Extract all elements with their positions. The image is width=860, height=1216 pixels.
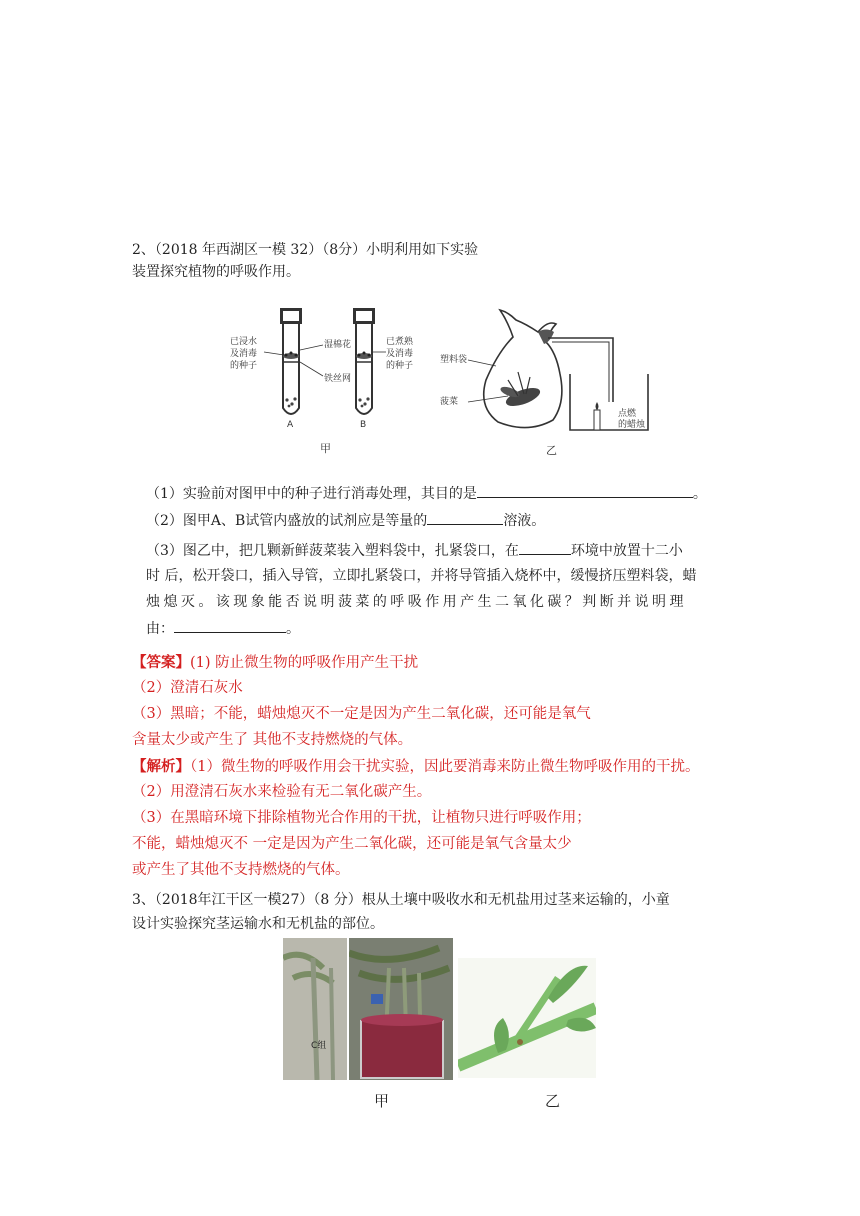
q2-sub3-line2: 时 后，松开袋口，插入导管，立即扎紧袋口，并将导管插入烧杯中，缓慢挤压塑料袋，蜡 — [146, 568, 697, 584]
figure-jia-caption: 甲 — [320, 442, 331, 455]
figure-jia-test-tubes — [228, 300, 418, 460]
q2-sub2-text-end: 溶液。 — [503, 513, 546, 529]
q2-sub3-text: （3）图乙中，把几颗新鲜菠菜装入塑料袋中，扎紧袋口，在 — [146, 543, 519, 559]
q2-sub1-end: 。 — [692, 486, 707, 502]
photo-stem-closeup — [458, 958, 596, 1078]
figure-yi-bag-apparatus — [438, 302, 658, 462]
q2-sub1 — [146, 482, 707, 505]
photo-red-beaker — [349, 938, 453, 1080]
analysis-tag: 【解析】 — [132, 758, 190, 775]
candle — [594, 410, 600, 430]
answer-tag: 【答案】 — [132, 654, 190, 671]
analysis-line3: （3）在黑暗环境下排除植物光合作用的干扰，让植物只进行呼吸作用； — [132, 810, 591, 826]
q2-sub2 — [146, 509, 545, 532]
q2-sub3-line3: 烛 熄 灭 。 该 现 象 能 否 说 明 菠 菜 的 呼 吸 作 用 产 生 二 氧 化 碳 ？ 判 断 并 说 明 理 — [146, 594, 684, 610]
cotton-label: 湿棉花 — [324, 340, 352, 350]
q3-header-line2: 设计实验探究茎运输水和无机盐的部位。 — [132, 916, 384, 932]
soaked-seeds-label-3: 的种子 — [230, 361, 258, 371]
q2-sub3-end: 。 — [286, 621, 300, 637]
analysis-line5: 或产生了其他不支持燃烧的气体。 — [132, 862, 350, 878]
q3-caption-yi: 乙 — [545, 1092, 561, 1110]
answer-line3: （3）黑暗；不能，蜡烛熄灭不一定是因为产生二氧化碳，还可能是氧气 — [132, 706, 591, 722]
q2-header-line2: 装置探究植物的呼吸作用。 — [132, 264, 300, 280]
test-tube-b — [356, 324, 372, 414]
q2-header-line1: 2、（2018 年西湖区一模 32）（8分）小明利用如下实验 — [132, 242, 479, 258]
analysis-text-1: （1）微生物的呼吸作用会干扰实验，因此要消毒来防止微生物呼吸作用的干扰。 — [190, 759, 700, 775]
test-tube-a — [283, 324, 299, 414]
answer-line4: 含量太少或产生了 其他不支持燃烧的气体。 — [132, 732, 413, 748]
boiled-seeds-label-3: 的种子 — [386, 361, 414, 371]
q2-sub3-line4 — [146, 617, 300, 640]
plastic-bag — [484, 310, 562, 428]
tube-a-label: A — [287, 420, 294, 430]
photo-c-group-stems — [283, 938, 347, 1080]
q2-sub1-text: （1）实验前对图甲中的种子进行消毒处理，其目的是 — [146, 486, 477, 502]
soaked-seeds-label-2: 及消毒 — [230, 349, 258, 359]
q2-sub2-blank[interactable] — [427, 509, 503, 525]
soaked-seeds-label-1: 已浸水 — [230, 337, 258, 347]
q2-sub3-blank-reason[interactable] — [174, 617, 286, 633]
spinach-label: 菠菜 — [440, 397, 459, 407]
glass-tube — [548, 338, 613, 402]
q2-sub2-text: （2）图甲A、B试管内盛放的试剂应是等量的 — [146, 513, 428, 529]
analysis-line4: 不能，蜡烛熄灭不 一定是因为产生二氧化碳，还可能是氧气含量太少 — [132, 836, 572, 852]
wire-mesh-label: 铁丝网 — [324, 374, 352, 384]
q2-sub1-blank[interactable] — [477, 482, 693, 498]
q2-sub3-reason-label: 由： — [146, 621, 174, 637]
plastic-bag-label: 塑料袋 — [440, 355, 468, 365]
blue-tag — [371, 994, 383, 1004]
answer-line1 — [132, 651, 418, 675]
q3-caption-jia: 甲 — [374, 1092, 390, 1110]
analysis-line2: （2）用澄清石灰水来检验有无二氧化碳产生。 — [132, 784, 432, 800]
q2-sub3-blank-env[interactable] — [519, 539, 571, 555]
boiled-seeds-label-2: 及消毒 — [386, 349, 414, 359]
candle-label-1: 点燃 — [618, 409, 637, 419]
answer-text-1: (1) 防止微生物的呼吸作用产生干扰 — [190, 655, 419, 671]
c-group-label: C组 — [311, 1041, 327, 1051]
q2-sub3-text-b: 环境中放置十二小 — [570, 543, 683, 559]
q3-header-line1: 3、（2018年江干区一模27）（8 分）根从土壤中吸收水和无机盐用过茎来运输的，小童 — [132, 892, 670, 908]
boiled-seeds-label-1: 已煮熟 — [386, 337, 414, 347]
figure-yi-caption: 乙 — [546, 444, 557, 457]
analysis-line1 — [132, 755, 699, 779]
q2-sub3-line1 — [146, 539, 683, 562]
answer-line2: （2）澄清石灰水 — [132, 680, 243, 696]
red-beaker — [361, 1020, 443, 1078]
candle-label-2: 的蜡烛 — [618, 420, 646, 430]
tube-b-label: B — [360, 420, 367, 430]
